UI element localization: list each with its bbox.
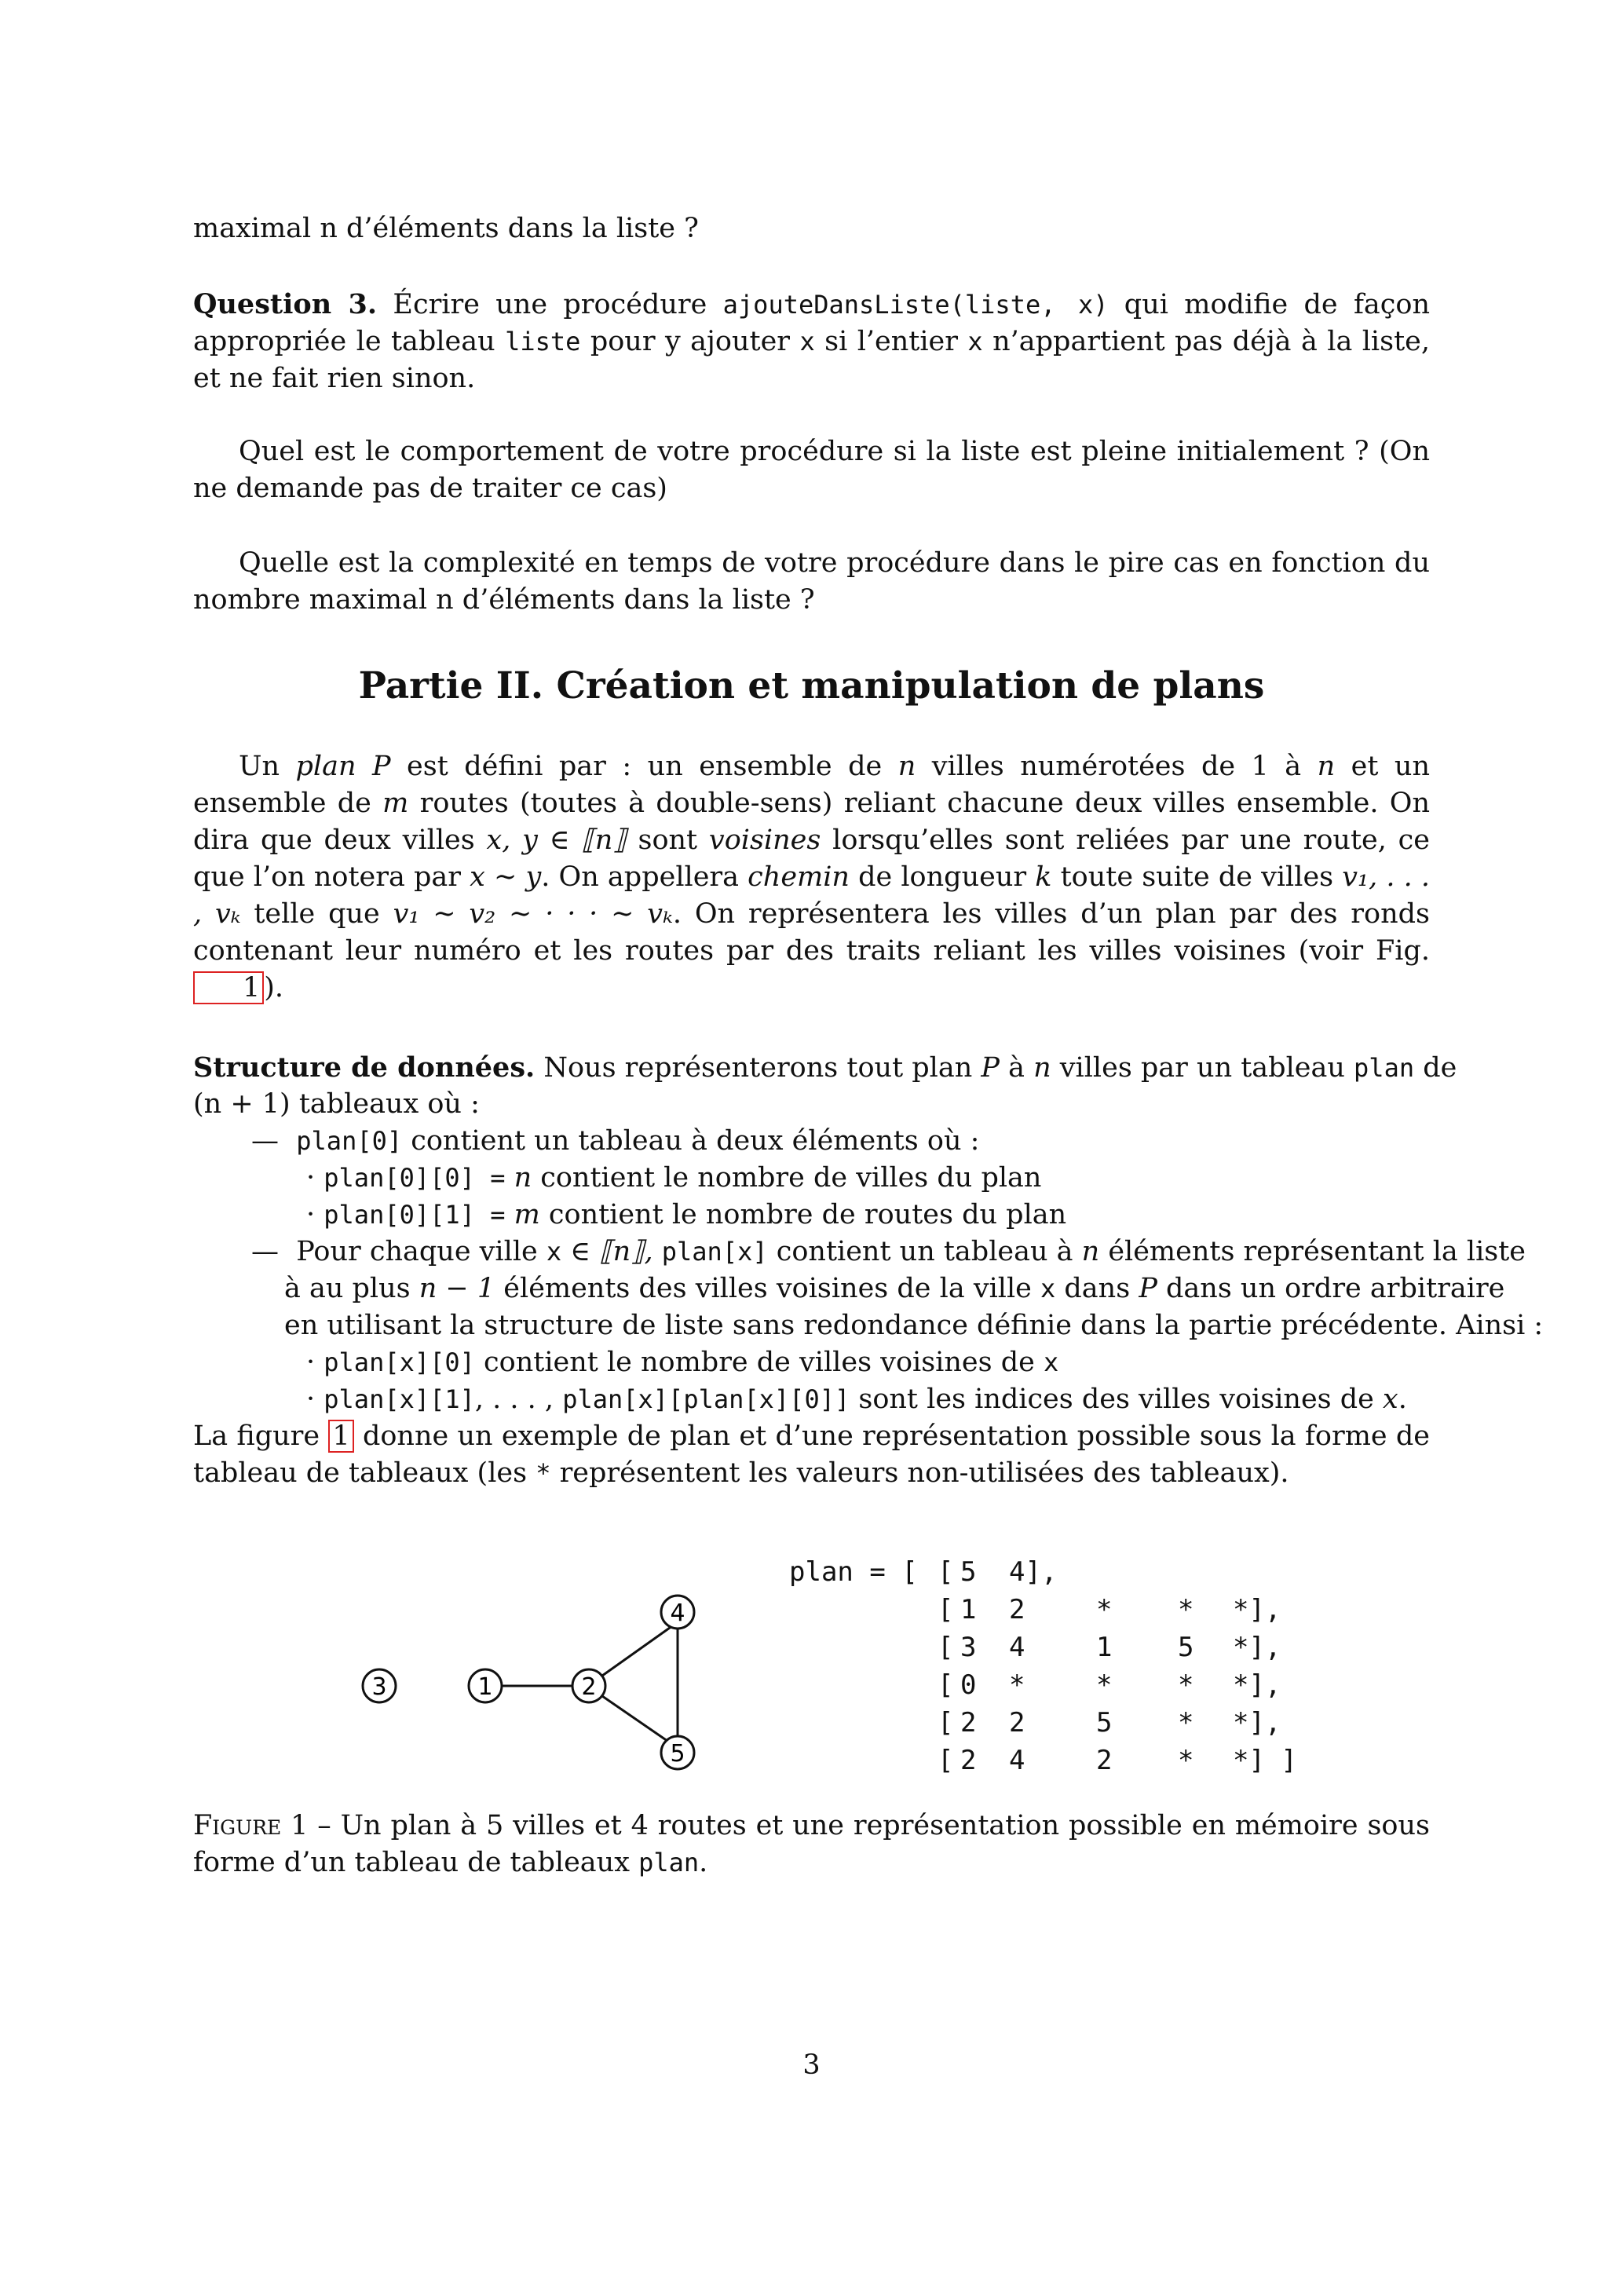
question-3: Question 3. Écrire une procédure ajouteDansListe(liste, x) qui modifie de façon appropriée le tableau liste pour y ajouter x si l’entier x n’appartient pas déjà à la liste, et ne fait rien sinon. bbox=[193, 288, 1431, 394]
node-4 bbox=[661, 1596, 694, 1629]
figure-link-2[interactable]: 1 bbox=[328, 1420, 353, 1453]
structure-heading-line: Structure de données. Nous représenterons tout plan P à n villes par un tableau plan de bbox=[193, 1051, 1457, 1084]
list-item-planx: — Pour chaque ville x ∈ ⟦n⟧, plan[x] contient un tableau à n éléments représentant la liste bbox=[251, 1236, 1526, 1267]
figure-description: La figure 1 donne un exemple de plan et d’une représentation possible sous la forme de tableau de tableaux (les * représentent les valeurs non-utilisées des tableaux). bbox=[193, 1420, 1430, 1489]
behavior-paragraph: Quel est le comportement de votre procédure si la liste est pleine initialement ? (On ne demande pas de traiter ce cas) bbox=[193, 436, 1430, 504]
svg-text:1: 1 bbox=[477, 1673, 493, 1701]
structure-line-2: (n + 1) tableaux où : bbox=[193, 1088, 480, 1120]
svg-text:4: 4 bbox=[670, 1600, 685, 1627]
matrix-cell: * bbox=[1178, 1669, 1194, 1701]
figure-caption: Figure 1 – Un plan à 5 villes et 4 routes et une représentation possible en mémoire sous forme d’un tableau de tableaux plan. bbox=[193, 1810, 1430, 1878]
matrix-cell: [ bbox=[938, 1707, 954, 1738]
matrix-cell: 0 bbox=[960, 1669, 977, 1701]
matrix-prefix: plan = [ bbox=[789, 1556, 918, 1588]
sub-item-plan01: · plan[0][1] = m contient le nombre de routes du plan bbox=[306, 1199, 1067, 1230]
node-5 bbox=[661, 1736, 694, 1769]
matrix-cell: * bbox=[1178, 1745, 1194, 1776]
matrix-cell: *], bbox=[1233, 1594, 1281, 1625]
matrix-cell: 1 bbox=[1096, 1632, 1113, 1663]
node-1 bbox=[469, 1669, 502, 1702]
top-line: maximal n d’éléments dans la liste ? bbox=[193, 213, 699, 244]
matrix-cell: 2 bbox=[960, 1707, 977, 1738]
edge-2-5 bbox=[602, 1696, 675, 1746]
matrix-cell: [ bbox=[938, 1669, 954, 1701]
complexity-paragraph: Quelle est la complexité en temps de votre procédure dans le pire cas en fonction du nombre maximal n d’éléments dans la liste ? bbox=[193, 547, 1430, 616]
matrix-cell: *], bbox=[1233, 1707, 1281, 1738]
matrix-cell: 2 bbox=[1096, 1745, 1113, 1776]
matrix-cell: 2 bbox=[960, 1745, 977, 1776]
matrix-cell: [ bbox=[938, 1632, 954, 1663]
caption-label: Figure 1 bbox=[193, 1810, 309, 1841]
matrix-cell: *], bbox=[1233, 1632, 1281, 1663]
sub-item-planx0: · plan[x][0] contient le nombre de villes voisines de x bbox=[306, 1347, 1059, 1378]
list-item-plan0: — plan[0] contient un tableau à deux éléments où : bbox=[251, 1125, 980, 1157]
sub-item-plan00: · plan[0][0] = n contient le nombre de villes du plan bbox=[306, 1162, 1042, 1194]
matrix-cell: *] ] bbox=[1233, 1745, 1297, 1776]
plan-graph bbox=[345, 1578, 722, 1790]
matrix-cell: * bbox=[1178, 1707, 1194, 1738]
edge-2-4 bbox=[602, 1624, 675, 1676]
sub-item-planx-indices: · plan[x][1], . . . , plan[x][plan[x][0]] sont les indices des villes voisines de x. bbox=[306, 1384, 1407, 1415]
matrix-cell: [ bbox=[938, 1594, 954, 1625]
matrix-cell: *], bbox=[1233, 1669, 1281, 1701]
section-title: Partie II. Création et manipulation de plans bbox=[358, 664, 1265, 707]
matrix-cell: 5 bbox=[960, 1556, 977, 1588]
svg-text:3: 3 bbox=[371, 1673, 387, 1701]
list-item-planx-line3: en utilisant la structure de liste sans redondance définie dans la partie précédente. Ainsi : bbox=[284, 1310, 1544, 1341]
node-2 bbox=[572, 1669, 605, 1702]
figure-link[interactable]: 1 bbox=[193, 971, 264, 1004]
matrix-cell: 5 bbox=[1096, 1707, 1113, 1738]
svg-text:2: 2 bbox=[581, 1673, 597, 1701]
matrix-cell: 4], bbox=[1009, 1556, 1058, 1588]
svg-text:5: 5 bbox=[670, 1740, 685, 1768]
node-3 bbox=[363, 1669, 396, 1702]
matrix-cell: 4 bbox=[1009, 1745, 1025, 1776]
matrix-cell: 2 bbox=[1009, 1707, 1025, 1738]
matrix-cell: 2 bbox=[1009, 1594, 1025, 1625]
matrix-cell: [ bbox=[938, 1556, 954, 1588]
matrix-cell: * bbox=[1096, 1669, 1113, 1701]
matrix-cell: * bbox=[1009, 1669, 1025, 1701]
page-number: 3 bbox=[802, 2049, 821, 2081]
matrix-cell: [ bbox=[938, 1745, 954, 1776]
matrix-cell: 3 bbox=[960, 1632, 977, 1663]
matrix-cell: 4 bbox=[1009, 1632, 1025, 1663]
matrix-cell: 5 bbox=[1178, 1632, 1194, 1663]
matrix-cell: * bbox=[1178, 1594, 1194, 1625]
matrix-cell: 1 bbox=[960, 1594, 977, 1625]
structure-label: Structure de données. bbox=[193, 1051, 536, 1084]
intro-paragraph: Un plan P est défini par : un ensemble de n villes numérotées de 1 à n et un ensemble de m routes (toutes à double-sens) reliant chacune deux villes ensemble. On dira que deux villes x, y ∈ ⟦n⟧ sont voisines lorsqu’elles sont reliées par une route, ce que l’on notera par x ∼ y. On appellera chemin de longueur k toute suite de villes v₁, . . . , vₖ telle que v₁ ∼ v₂ ∼ · · · ∼ vₖ. On représentera les villes d’un plan par des ronds contenant leur numéro et les routes par des traits reliant les villes voisines (voir Fig. 1 ). bbox=[193, 751, 1430, 1004]
matrix-cell: * bbox=[1096, 1594, 1113, 1625]
list-item-planx-line2: à au plus n − 1 éléments des villes voisines de la ville x dans P dans un ordre arbitraire bbox=[284, 1273, 1505, 1304]
question-3-label: Question 3. bbox=[193, 288, 378, 320]
